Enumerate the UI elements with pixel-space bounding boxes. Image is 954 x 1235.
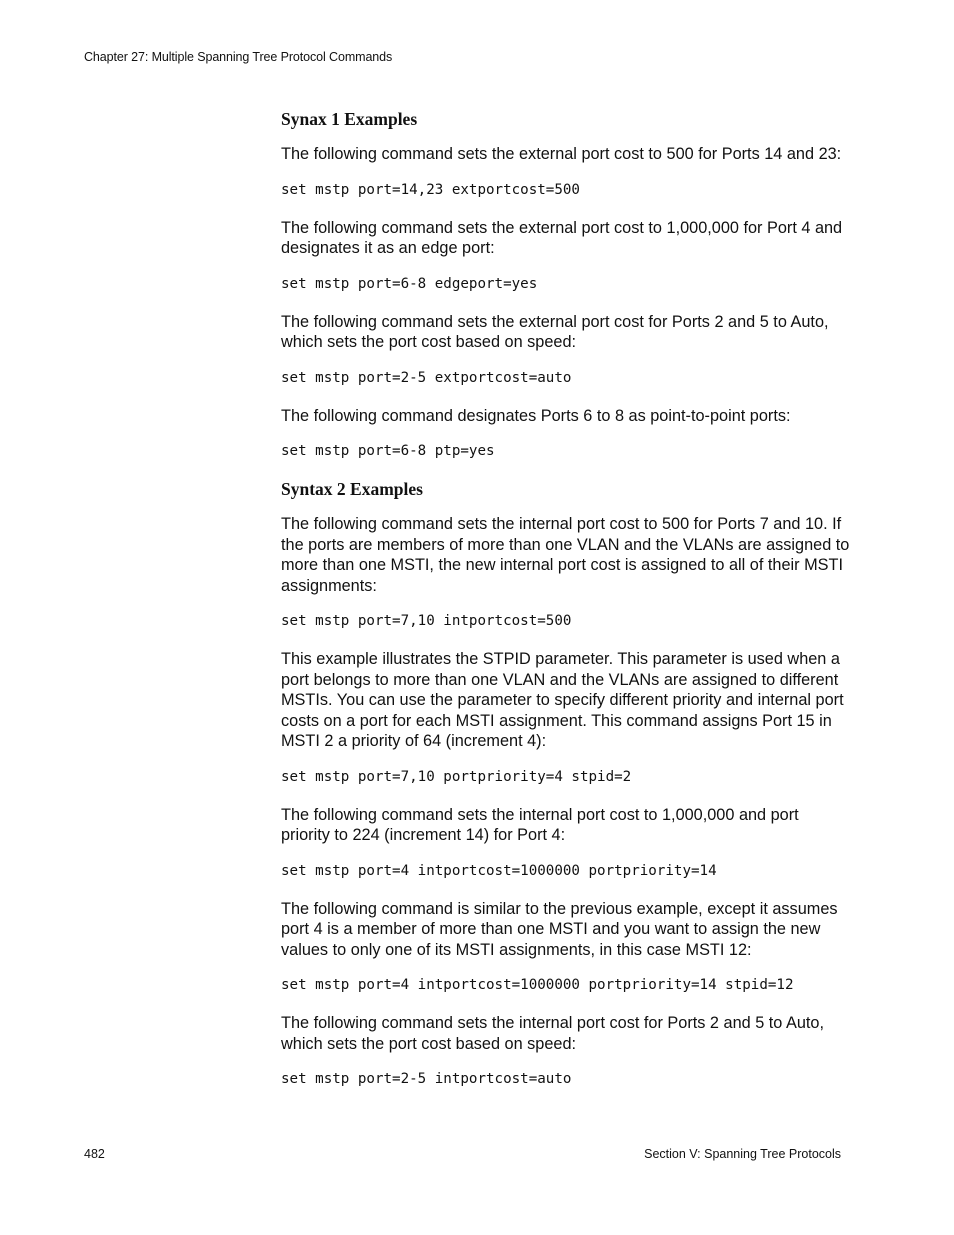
paragraph: The following command is similar to the previous example, except it assumes port 4 is a member of more than one MSTI and you want to assign the new values to only one of its MSTI assignments, in this case MSTI 12: [281,899,838,959]
paragraph: The following command designates Ports 6 to 8 as point-to-point ports: [281,406,791,425]
paragraph: The following command sets the internal port cost for Ports 2 and 5 to Auto, which sets the port cost based on speed: [281,1014,824,1053]
command-example: set mstp port=14,23 extportcost=500 [281,181,580,198]
command-example: set mstp port=4 intportcost=1000000 portpriority=14 [281,862,717,879]
running-footer: Section V: Spanning Tree Protocols [644,1147,841,1161]
command-example: set mstp port=7,10 intportcost=500 [281,613,572,629]
paragraph: The following command sets the internal port cost to 1,000,000 and port priority to 224 (increment 14) for Port 4: [281,805,799,844]
section-heading-syntax-1: Synax 1 Examples [281,109,418,129]
command-example: set mstp port=2-5 extportcost=auto [281,369,572,386]
command-example: set mstp port=6-8 ptp=yes [281,443,495,459]
paragraph: The following command sets the external port cost to 500 for Ports 14 and 23: [281,145,842,163]
section-heading-syntax-2: Syntax 2 Examples [281,479,423,499]
running-header: Chapter 27: Multiple Spanning Tree Protocol Commands [84,50,393,64]
paragraph: The following command sets the external port cost to 1,000,000 for Port 4 and designates it as an edge port: [281,218,843,257]
command-example: set mstp port=4 intportcost=1000000 portpriority=14 stpid=12 [281,977,794,993]
page-content [281,107,851,1088]
paragraph: This example illustrates the STPID parameter. This parameter is used when a port belongs to more than one VLAN and the VLANs are assigned to different MSTIs. You can use the parameter to specify different priority and internal port costs on a port for each MSTI assignment. This command assigns Port 15 in MSTI 2 a priority of 64 (increment 4): [281,650,844,750]
page-number: 482 [84,1147,105,1161]
command-example: set mstp port=2-5 intportcost=auto [281,1071,572,1087]
paragraph: The following command sets the external port cost for Ports 2 and 5 to Auto, which sets the port cost based on speed: [281,312,829,351]
command-example: set mstp port=6-8 edgeport=yes [281,275,538,292]
command-example: set mstp port=7,10 portpriority=4 stpid=2 [281,768,632,785]
paragraph: The following command sets the internal port cost to 500 for Ports 7 and 10. If the ports are members of more than one VLAN and the VLANs are assigned to more than one MSTI, the new internal port cost is assigned to all of their MSTI assignments: [281,515,850,595]
